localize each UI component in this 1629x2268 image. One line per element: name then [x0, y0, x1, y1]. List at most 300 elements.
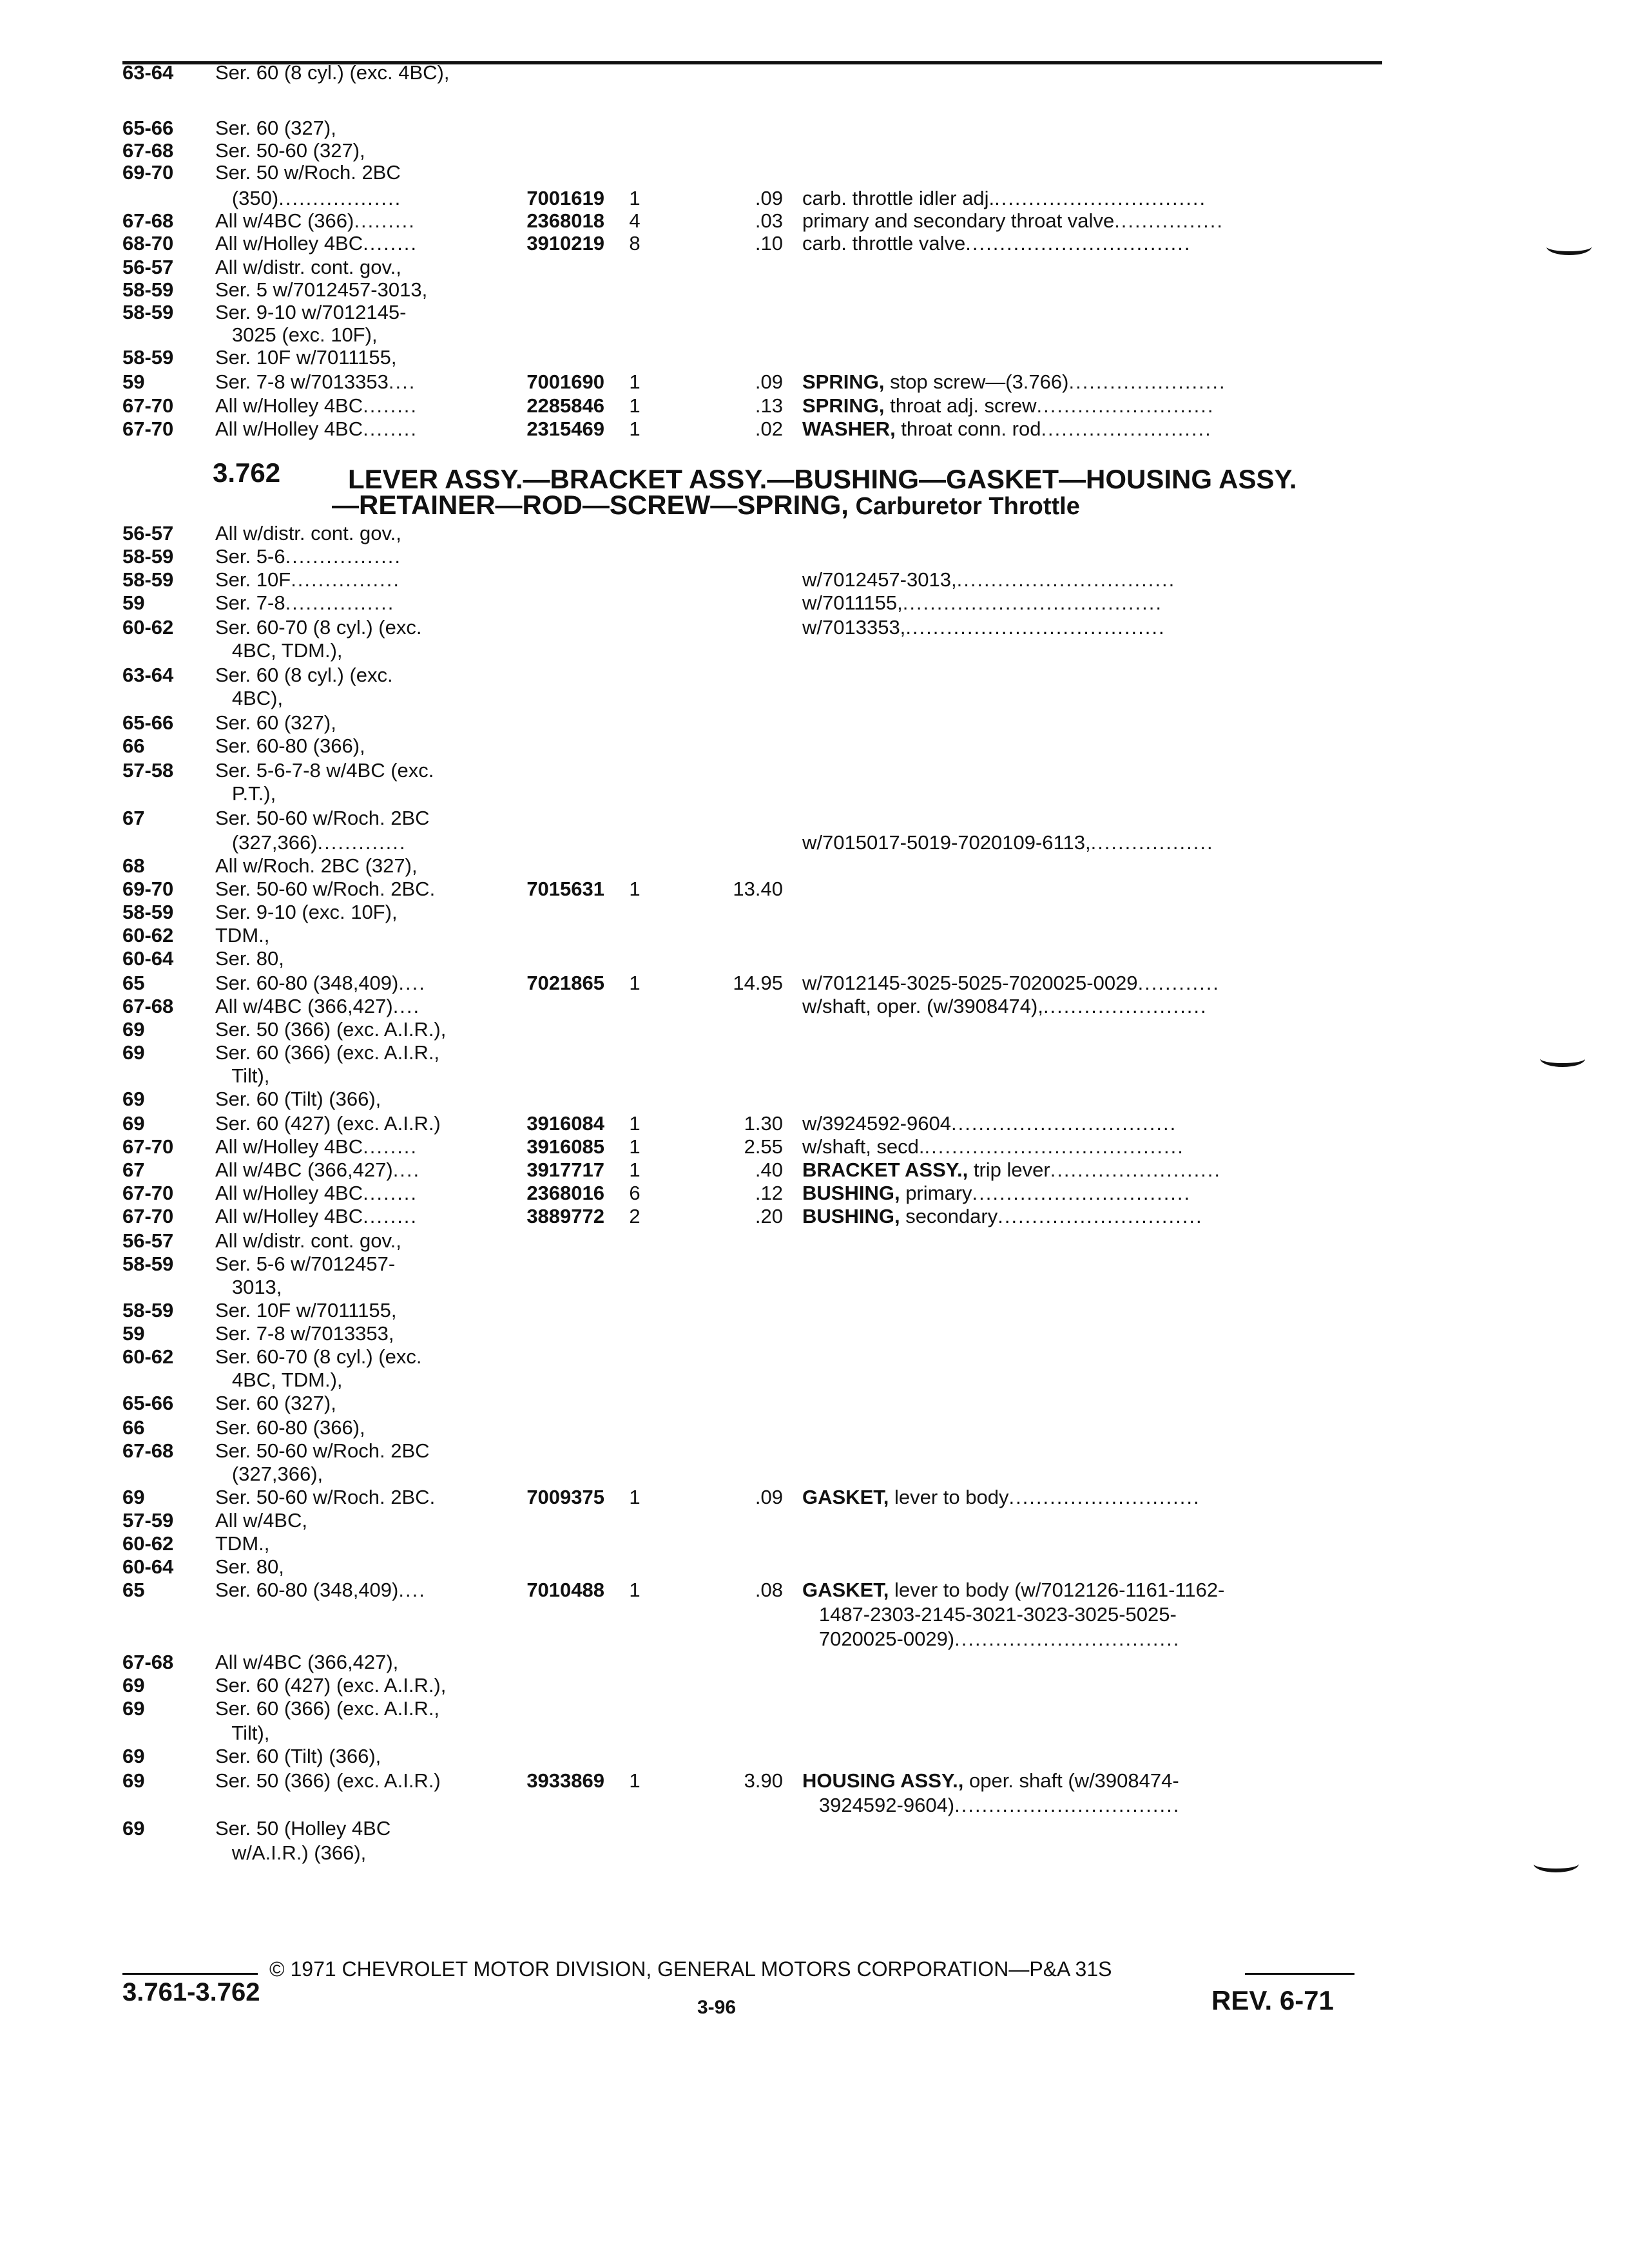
- row-year: 67-68: [122, 1439, 174, 1462]
- footer-rule-right: [1245, 1973, 1354, 1975]
- row-description: [215, 323, 378, 347]
- row-part-name-bold: SPRING,: [802, 394, 885, 417]
- row-part-name: [802, 1135, 1184, 1158]
- row-description-text: Ser. 60-70 (8 cyl.) (exc.: [215, 616, 422, 639]
- table-row: [0, 301, 1629, 324]
- row-year: 60-64: [122, 947, 174, 970]
- table-row: [0, 1135, 1629, 1158]
- row-price: .40: [755, 1158, 783, 1181]
- binding-mark-1: [1547, 238, 1592, 255]
- row-part-name-leader: .................................: [950, 1112, 1177, 1135]
- table-row: [0, 117, 1629, 140]
- table-row: [0, 591, 1629, 615]
- table-row: [0, 232, 1629, 255]
- row-description: [215, 117, 336, 140]
- row-part-name-text: oper. shaft (w/3908474-: [963, 1769, 1179, 1792]
- row-part-name-leader: ..........................: [1036, 394, 1215, 417]
- row-year: 67-68: [122, 995, 174, 1017]
- row-year: 67-70: [122, 1182, 174, 1204]
- row-part-name: [802, 370, 1226, 394]
- row-description: [215, 1416, 365, 1439]
- row-description-text: 3013,: [215, 1276, 282, 1298]
- table-row: [0, 1555, 1629, 1579]
- row-description-text: Ser. 60 (427) (exc. A.I.R.): [215, 1112, 441, 1135]
- row-part-name: [802, 418, 1212, 441]
- section-number: 3.762: [213, 457, 281, 488]
- row-description-text: Ser. 50-60 w/Roch. 2BC: [215, 878, 430, 900]
- row-year: 67-70: [122, 1135, 174, 1158]
- table-row: [0, 1794, 1629, 1817]
- row-year: 60-62: [122, 616, 174, 639]
- row-description: [215, 161, 401, 184]
- row-quantity: 1: [629, 1579, 641, 1601]
- row-part-name: [802, 972, 1220, 995]
- row-description: [215, 854, 418, 878]
- row-year: 66: [122, 735, 145, 757]
- footer-rule-left: [122, 1973, 258, 1975]
- row-description-text: All w/4BC (366,427): [215, 1158, 393, 1181]
- row-description-leader: ....: [398, 1579, 426, 1601]
- row-description: [215, 1018, 446, 1041]
- row-part-name-leader: ............................: [1008, 1486, 1200, 1508]
- row-part-name-text: throat adj. screw: [884, 394, 1037, 417]
- row-year: 69: [122, 1769, 145, 1792]
- table-row: [0, 522, 1629, 545]
- row-description-text: 4BC, TDM.),: [215, 639, 343, 662]
- row-year: 69: [122, 1088, 145, 1110]
- row-year: 59: [122, 370, 145, 393]
- row-year: 69: [122, 1486, 145, 1508]
- row-year: 59: [122, 591, 145, 614]
- row-description-text: All w/Holley 4BC: [215, 1182, 363, 1204]
- row-description-leader: ........: [363, 394, 418, 417]
- table-row: [0, 1439, 1629, 1463]
- table-row: [0, 61, 1629, 84]
- row-part-name: [802, 1603, 1177, 1626]
- row-part-name-text: w/7011155,: [802, 591, 903, 614]
- row-description: [215, 1769, 441, 1792]
- row-quantity: 4: [629, 209, 641, 232]
- table-row: [0, 209, 1629, 233]
- row-description-text: Ser. 9-10 w/7012145-: [215, 301, 407, 323]
- row-description: [215, 1532, 269, 1555]
- row-description: [215, 1135, 418, 1158]
- table-row: [0, 1697, 1629, 1720]
- row-quantity: 1: [629, 1486, 641, 1508]
- table-row: [0, 854, 1629, 878]
- row-part-name-leader: .........................: [1041, 418, 1212, 440]
- row-part-name-bold: BUSHING,: [802, 1182, 900, 1204]
- row-part-name-bold: GASKET,: [802, 1486, 889, 1508]
- table-row: [0, 1276, 1629, 1299]
- row-quantity: 1: [629, 1158, 641, 1181]
- row-description: [215, 522, 401, 545]
- row-description-text: All w/Roch. 2BC (327),: [215, 854, 418, 877]
- row-description-text: (327,366),: [215, 1463, 323, 1485]
- row-price: .10: [755, 232, 783, 255]
- table-row: [0, 1722, 1629, 1745]
- row-price: 14.95: [733, 972, 783, 994]
- row-description-text: Ser. 50 (366) (exc. A.I.R.),: [215, 1018, 447, 1041]
- row-part-name-bold: SPRING,: [802, 370, 885, 393]
- row-year: 69: [122, 1745, 145, 1767]
- row-description: [215, 568, 400, 591]
- row-description: [215, 831, 407, 854]
- row-description-text: Ser. 60-80 (348,409): [215, 1579, 399, 1601]
- row-year: 69-70: [122, 161, 174, 184]
- row-description: [215, 1322, 394, 1345]
- table-row: [0, 807, 1629, 830]
- row-description: [215, 209, 416, 233]
- row-description: [215, 1182, 418, 1205]
- row-description: [215, 1041, 439, 1064]
- row-description-text: Ser. 7-8 w/7013353: [215, 370, 389, 393]
- row-description: [215, 735, 365, 758]
- table-row: [0, 1112, 1629, 1135]
- row-description-leader: .................: [285, 545, 401, 568]
- table-row: [0, 1064, 1629, 1088]
- row-description: [215, 664, 393, 687]
- section-title-line2-main: —RETAINER—ROD—SCREW—SPRING,: [332, 490, 849, 520]
- table-row: [0, 759, 1629, 782]
- table-row: [0, 1603, 1629, 1626]
- row-description: [215, 1064, 269, 1088]
- row-part-number: 7001690: [526, 370, 604, 393]
- binding-mark-2: [1540, 1050, 1585, 1067]
- row-description: [215, 1651, 398, 1674]
- row-part-number: 7021865: [526, 972, 604, 994]
- row-year: 57-58: [122, 759, 174, 782]
- row-description-text: Ser. 5-6: [215, 545, 285, 568]
- row-part-name-leader: ..................: [1090, 831, 1214, 854]
- row-description-leader: ....: [392, 995, 421, 1017]
- row-description-text: Ser. 9-10 (exc. 10F),: [215, 901, 398, 923]
- table-row: [0, 1463, 1629, 1486]
- row-quantity: 8: [629, 232, 641, 255]
- row-quantity: 1: [629, 972, 641, 994]
- row-description-text: Ser. 50 w/Roch. 2BC: [215, 161, 401, 184]
- row-part-name-bold: HOUSING ASSY.,: [802, 1769, 964, 1792]
- table-row: [0, 418, 1629, 441]
- table-row: [0, 1345, 1629, 1369]
- row-description-text: Ser. 60-80 (348,409): [215, 972, 399, 994]
- row-part-name-leader: ................: [1114, 209, 1224, 232]
- row-description: [215, 232, 418, 255]
- row-description: [215, 346, 396, 369]
- row-year: 60-62: [122, 924, 174, 947]
- row-description: [215, 972, 426, 995]
- footer-page-number: 3-96: [697, 1997, 737, 2018]
- row-part-name: [802, 1628, 1180, 1651]
- row-quantity: 1: [629, 1769, 641, 1792]
- row-part-name-text: throat conn. rod: [895, 418, 1041, 440]
- row-part-name-text: lever to body: [889, 1486, 1009, 1508]
- row-part-name-leader: ......................................: [924, 1135, 1184, 1158]
- row-description-leader: ....: [398, 972, 426, 994]
- row-part-name-leader: ................................: [956, 568, 1176, 591]
- row-year: 60-62: [122, 1532, 174, 1555]
- row-part-name-text: w/shaft, oper. (w/3908474),: [802, 995, 1043, 1017]
- row-description-text: Ser. 50-60 w/Roch. 2BC: [215, 1486, 430, 1508]
- row-description-leader: ....: [392, 1158, 421, 1181]
- table-row: [0, 687, 1629, 710]
- row-year: 68-70: [122, 232, 174, 255]
- row-description-text: Ser. 50-60 w/Roch. 2BC: [215, 1439, 430, 1462]
- row-description: [215, 256, 401, 279]
- row-description-text: Ser. 5-6-7-8 w/4BC (exc.: [215, 759, 434, 782]
- footer-section-range: 3.761-3.762: [122, 1978, 260, 2006]
- row-year: 69: [122, 1041, 145, 1064]
- table-row: [0, 1229, 1629, 1253]
- row-year: 59: [122, 1322, 145, 1345]
- row-description: [215, 711, 336, 735]
- row-price: 13.40: [733, 878, 783, 900]
- row-description: [215, 1486, 436, 1509]
- table-row: [0, 1651, 1629, 1674]
- table-row: [0, 370, 1629, 394]
- row-part-number: 2368016: [526, 1182, 604, 1204]
- row-year: 69: [122, 1674, 145, 1696]
- table-row: [0, 256, 1629, 279]
- row-part-name-text: w/7012457-3013,: [802, 568, 957, 591]
- row-description-text: Ser. 60 (8 cyl.) (exc.: [215, 664, 393, 686]
- row-description: [215, 1817, 390, 1840]
- row-part-number: 3933869: [526, 1769, 604, 1792]
- row-year: 67-70: [122, 418, 174, 440]
- row-description: [215, 1439, 430, 1463]
- row-price: .03: [755, 209, 783, 232]
- row-description-text: Ser. 10F w/7011155,: [215, 346, 397, 369]
- row-part-name: [802, 1158, 1221, 1182]
- row-description-text: 4BC, TDM.),: [215, 1369, 343, 1391]
- row-year: 58-59: [122, 1299, 174, 1321]
- row-description: [215, 370, 416, 394]
- table-row: [0, 735, 1629, 758]
- section-title-line2: [332, 491, 1080, 521]
- row-description-text: Ser. 7-8: [215, 591, 285, 614]
- row-description: [215, 1697, 439, 1720]
- row-part-name-bold: GASKET,: [802, 1579, 889, 1601]
- table-row: [0, 1841, 1629, 1865]
- row-part-name: [802, 1182, 1191, 1205]
- row-part-number: 7001619: [526, 187, 604, 209]
- row-quantity: 2: [629, 1205, 641, 1227]
- row-part-name: [802, 1769, 1179, 1792]
- row-part-number: 2285846: [526, 394, 604, 417]
- row-part-number: 7009375: [526, 1486, 604, 1508]
- row-description: [215, 1369, 343, 1392]
- row-quantity: 1: [629, 370, 641, 393]
- table-row: [0, 1628, 1629, 1651]
- row-description: [215, 1745, 381, 1768]
- row-description-text: Ser. 50 (366) (exc. A.I.R.): [215, 1769, 441, 1792]
- row-description-text: Ser. 60 (366) (exc. A.I.R.,: [215, 1041, 440, 1064]
- row-description: [215, 1205, 418, 1228]
- table-row: [0, 639, 1629, 662]
- row-description: [215, 687, 283, 710]
- row-part-name: [802, 1205, 1203, 1228]
- row-price: .08: [755, 1579, 783, 1601]
- row-description-text: All w/Holley 4BC: [215, 1205, 363, 1227]
- binding-mark-3: [1534, 1856, 1579, 1872]
- row-description-text: All w/4BC (366,427): [215, 995, 393, 1017]
- row-description: [215, 878, 436, 901]
- row-description: [215, 759, 434, 782]
- row-description-text: Ser. 10F: [215, 568, 291, 591]
- row-description-text: 4BC),: [215, 687, 284, 709]
- row-part-name-text: w/shaft, secd.: [802, 1135, 925, 1158]
- row-description-text: Ser. 60-70 (8 cyl.) (exc.: [215, 1345, 422, 1368]
- table-row: [0, 1486, 1629, 1509]
- row-part-name-bold: WASHER,: [802, 418, 896, 440]
- row-description-text: P.T.),: [215, 782, 276, 805]
- row-year: 56-57: [122, 256, 174, 278]
- row-description-text: Ser. 60 (Tilt) (366),: [215, 1745, 381, 1767]
- table-row: [0, 323, 1629, 347]
- table-row: [0, 831, 1629, 854]
- row-price: 2.55: [744, 1135, 783, 1158]
- row-part-number: 3916084: [526, 1112, 604, 1135]
- row-description: [215, 139, 365, 162]
- row-year: 67: [122, 807, 145, 829]
- row-part-name-text: stop screw—(3.766): [884, 370, 1069, 393]
- table-row: [0, 1322, 1629, 1345]
- row-part-name-text: carb. throttle idler adj.: [802, 187, 995, 209]
- row-part-number: 7010488: [526, 1579, 604, 1601]
- row-description-leader: .........: [354, 209, 416, 232]
- row-part-name-leader: .................................: [954, 1794, 1181, 1816]
- row-price: .20: [755, 1205, 783, 1227]
- row-description-text: Ser. 5 w/7012457-3013,: [215, 278, 428, 301]
- row-part-name-leader: ............: [1137, 972, 1220, 994]
- row-year: 69-70: [122, 878, 174, 900]
- row-part-name-text: 3924592-9604): [802, 1794, 955, 1816]
- row-description-text: All w/4BC,: [215, 1509, 307, 1532]
- row-description: [215, 1463, 323, 1486]
- row-part-number: 7015631: [526, 878, 604, 900]
- row-part-name-text: primary and secondary throat valve: [802, 209, 1115, 232]
- row-description: [215, 807, 430, 830]
- row-part-name: [802, 209, 1224, 233]
- row-year: 67-68: [122, 209, 174, 232]
- row-description-text: Ser. 50-60 w/Roch. 2BC: [215, 807, 430, 829]
- row-description: [215, 995, 420, 1018]
- row-year: 67-68: [122, 1651, 174, 1673]
- table-row: [0, 568, 1629, 591]
- row-year: 58-59: [122, 278, 174, 301]
- row-part-name-leader: .......................: [1068, 370, 1226, 393]
- row-description: [215, 301, 406, 324]
- table-row: [0, 664, 1629, 687]
- row-description-text: All w/Holley 4BC: [215, 1135, 363, 1158]
- row-description-text: Ser. 60-80 (366),: [215, 735, 365, 757]
- row-year: 63-64: [122, 664, 174, 686]
- row-description-text: Ser. 50-60 (327),: [215, 139, 365, 162]
- table-row: [0, 1509, 1629, 1532]
- row-year: 65-66: [122, 117, 174, 139]
- table-row: [0, 878, 1629, 901]
- row-part-name: [802, 1794, 1180, 1817]
- row-price: 3.90: [744, 1769, 783, 1792]
- row-description: [215, 1392, 336, 1415]
- row-part-number: 3889772: [526, 1205, 604, 1227]
- table-row: [0, 139, 1629, 162]
- table-row: [0, 1674, 1629, 1697]
- row-description: [215, 278, 427, 302]
- row-price: .09: [755, 370, 783, 393]
- row-description-leader: ..................: [278, 187, 402, 209]
- row-description: [215, 591, 394, 615]
- row-year: 65-66: [122, 711, 174, 734]
- row-description-text: All w/Holley 4BC: [215, 418, 363, 440]
- row-description-leader: ........: [363, 1205, 418, 1227]
- table-row: [0, 346, 1629, 369]
- row-part-name-leader: .................................: [965, 232, 1191, 255]
- footer-revision: REV. 6-71: [1211, 1985, 1334, 2015]
- row-part-name-bold: BUSHING,: [802, 1205, 900, 1227]
- row-quantity: 6: [629, 1182, 641, 1204]
- table-row: [0, 161, 1629, 184]
- row-part-name: [802, 995, 1208, 1018]
- row-part-number: 3910219: [526, 232, 604, 255]
- row-description: [215, 782, 276, 805]
- row-part-name-leader: ...............................: [994, 187, 1207, 209]
- row-quantity: 1: [629, 878, 641, 900]
- footer-copyright: © 1971 CHEVROLET MOTOR DIVISION, GENERAL MOTORS CORPORATION—P&A 31S: [269, 1957, 1112, 1981]
- row-price: .12: [755, 1182, 783, 1204]
- table-row: [0, 1299, 1629, 1322]
- row-description-text: Ser. 60 (327),: [215, 711, 336, 734]
- table-row: [0, 782, 1629, 805]
- row-part-name-leader: ......................................: [905, 616, 1166, 639]
- row-description: [215, 1509, 307, 1532]
- row-year: 67-70: [122, 394, 174, 417]
- table-row: [0, 1579, 1629, 1602]
- row-part-name: [802, 1486, 1200, 1509]
- row-year: 60-64: [122, 1555, 174, 1578]
- row-part-name-bold: BRACKET ASSY.,: [802, 1158, 969, 1181]
- row-part-number: 2315469: [526, 418, 604, 440]
- row-part-name: [802, 568, 1175, 591]
- row-description-leader: ........: [363, 1135, 418, 1158]
- row-description-text: Ser. 60 (327),: [215, 1392, 336, 1414]
- row-description-text: (350): [215, 187, 279, 209]
- row-year: 69: [122, 1112, 145, 1135]
- row-description-text: TDM.,: [215, 1532, 270, 1555]
- row-part-name-text: secondary: [900, 1205, 998, 1227]
- row-description: [215, 1253, 395, 1276]
- row-description-leader: ................: [291, 568, 400, 591]
- row-part-name: [802, 1112, 1177, 1135]
- row-year: 67: [122, 1158, 145, 1181]
- row-part-name: [802, 831, 1214, 854]
- row-quantity: 1: [629, 418, 641, 440]
- row-year: 58-59: [122, 301, 174, 323]
- row-description-text: Ser. 80,: [215, 947, 284, 970]
- row-description-text: w/A.I.R.) (366),: [215, 1841, 367, 1864]
- table-row: [0, 1041, 1629, 1064]
- row-year: 69: [122, 1817, 145, 1840]
- table-row: [0, 1817, 1629, 1840]
- row-description-text: 3025 (exc. 10F),: [215, 323, 378, 346]
- row-description-leader: ................: [285, 591, 395, 614]
- row-year: 65-66: [122, 1392, 174, 1414]
- row-description: [215, 1112, 441, 1135]
- row-description-text: All w/distr. cont. gov.,: [215, 256, 401, 278]
- row-year: 56-57: [122, 1229, 174, 1252]
- row-description-text: Ser. 10F w/7011155,: [215, 1299, 397, 1321]
- table-row: [0, 616, 1629, 639]
